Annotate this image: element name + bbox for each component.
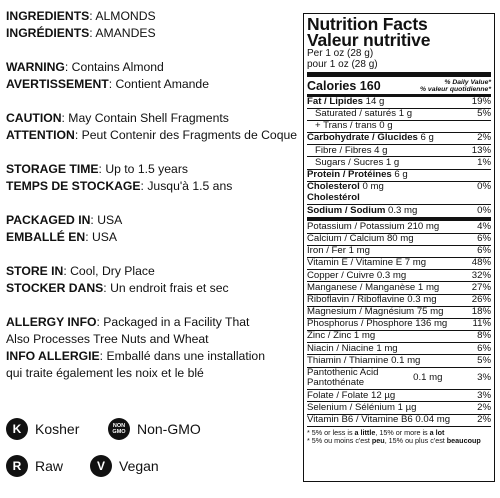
mineral-rows: [307, 221, 491, 425]
nutrient-row: [307, 120, 491, 132]
kosher-icon: K: [6, 418, 28, 440]
mineral-row: [307, 306, 491, 318]
nutrient-row: [307, 97, 491, 108]
kosher-badge: [6, 418, 79, 440]
mineral-label: Calcium / Calcium 80 mg: [307, 232, 414, 244]
mineral-label: Manganese / Manganèse 1 mg: [307, 281, 440, 293]
nutrient-row: [307, 169, 491, 181]
calories-row: Calories 160 % Daily Value* % valeur quotidienne*: [307, 79, 491, 93]
nutrient-label: Cholestérol: [307, 192, 360, 204]
raw-label: Raw: [35, 458, 64, 474]
nutrient-row: [307, 108, 491, 120]
mineral-label: Copper / Cuivre 0.3 mg: [307, 269, 407, 281]
allergy-info-fr: INFO ALLERGIE: Emballé dans une installation: [6, 349, 265, 363]
nutrient-rows: [307, 97, 491, 217]
mineral-label: Selenium / Sélénium 1 µg: [307, 401, 417, 413]
nutrient-row: [307, 181, 491, 193]
mineral-row: [307, 281, 491, 293]
store-in-en: STORE IN: Cool, Dry Place: [6, 264, 155, 278]
mineral-label: Zinc / Zinc 1 mg: [307, 330, 376, 342]
store-in-fr: STOCKER DANS: Un endroit frais et sec: [6, 281, 229, 295]
warning-en: WARNING: Contains Almond: [6, 60, 164, 74]
nutrient-dv: 19%: [471, 95, 491, 107]
storage-time-fr: TEMPS DE STOCKAGE: Jusqu'à 1.5 ans: [6, 179, 233, 193]
product-info-column: [6, 8, 302, 382]
raw-icon: R: [6, 455, 28, 477]
non-gmo-badge: [108, 418, 201, 440]
mineral-dv: 11%: [472, 318, 491, 330]
mineral-label: Riboflavin / Riboflavine 0.3 mg: [307, 293, 437, 305]
footnote: [307, 426, 491, 445]
mineral-row: [307, 367, 491, 390]
mineral-dv: 26%: [471, 293, 491, 305]
mineral-row: [307, 257, 491, 269]
mineral-dv: 4%: [477, 220, 491, 232]
mineral-row: [307, 389, 491, 401]
nutrient-label: Sodium / Sodium 0.3 mg: [307, 204, 418, 216]
warning-fr: AVERTISSEMENT: Contient Amande: [6, 77, 209, 91]
mineral-row: [307, 401, 491, 413]
nutrient-dv: 0%: [477, 181, 491, 193]
mineral-label: Vitamin B6 / Vitamine B6 0.04 mg: [307, 413, 451, 425]
mineral-row: [307, 221, 491, 232]
mineral-row: [307, 330, 491, 342]
serving-size-en: Per 1 oz (28 g): [307, 48, 374, 59]
non-gmo-label: Non-GMO: [137, 421, 201, 437]
nutrient-row: [307, 156, 491, 168]
nutrient-row: [307, 204, 491, 216]
caution-fr: ATTENTION: Peut Contenir des Fragments de Coque: [6, 128, 298, 142]
vegan-icon: V: [90, 455, 112, 477]
divider-thick: [307, 72, 491, 77]
serving-size-fr: pour 1 oz (28 g): [307, 59, 378, 70]
mineral-label: Thiamin / Thiamine 0.1 mg: [307, 354, 421, 366]
mineral-row: [307, 354, 491, 366]
mineral-dv: 8%: [477, 330, 491, 342]
mineral-amount: 0.1 mg: [413, 372, 443, 384]
mineral-row: [307, 269, 491, 281]
mineral-dv: 5%: [477, 354, 491, 366]
mineral-label: Vitamin E / Vitamine E 7 mg: [307, 257, 427, 269]
nutrient-dv: 5%: [477, 108, 491, 120]
ingredients-en: INGREDIENTS: ALMONDS: [6, 9, 156, 23]
nutrient-label: Carbohydrate / Glucides 6 g: [307, 132, 434, 144]
vegan-badge: [90, 455, 159, 477]
mineral-row: [307, 318, 491, 330]
nutrient-label: Cholesterol 0 mg: [307, 181, 384, 193]
mineral-dv: 48%: [471, 257, 491, 269]
mineral-row: [307, 233, 491, 245]
mineral-dv: 3%: [477, 389, 491, 401]
nutrition-facts-panel: [303, 13, 495, 482]
mineral-dv: 2%: [477, 401, 491, 413]
nutrient-row: [307, 132, 491, 144]
mineral-dv: 3%: [477, 372, 491, 384]
footnote-en: * 5% or less is a little, 15% or more is a lot: [307, 427, 445, 437]
allergy-info-fr-2: qui traite également les noix et le blé: [6, 366, 204, 380]
nutrient-dv: 1%: [477, 156, 491, 168]
nutrient-label: Sugars / Sucres 1 g: [315, 156, 400, 168]
storage-time-en: STORAGE TIME: Up to 1.5 years: [6, 162, 188, 176]
nutrient-dv: 13%: [471, 144, 491, 156]
mineral-label: Pantothenic Acid Pantothénate: [307, 367, 379, 389]
nutrient-dv: 2%: [477, 132, 491, 144]
nutrient-label: Saturated / saturés 1 g: [315, 108, 413, 120]
non-gmo-icon: NON GMO: [108, 418, 130, 440]
kosher-label: Kosher: [35, 421, 80, 437]
mineral-label: Magnesium / Magnésium 75 mg: [307, 306, 444, 318]
mineral-dv: 6%: [477, 245, 491, 257]
nutrient-dv: 0%: [477, 204, 491, 216]
ingredients-fr: INGRÉDIENTS: AMANDES: [6, 26, 156, 40]
mineral-row: [307, 294, 491, 306]
nutrient-label: + Trans / trans 0 g: [315, 120, 393, 132]
nutrient-row: [307, 144, 491, 156]
nutrient-label: Fibre / Fibres 4 g: [315, 144, 388, 156]
nutrition-title-fr: Valeur nutritive: [307, 30, 431, 50]
packaged-in-en: PACKAGED IN: USA: [6, 213, 123, 227]
nutrient-label: Protein / Protéines 6 g: [307, 169, 408, 181]
mineral-dv: 32%: [471, 269, 491, 281]
mineral-dv: 6%: [477, 342, 491, 354]
mineral-row: [307, 414, 491, 426]
mineral-label: Folate / Folate 12 µg: [307, 389, 396, 401]
mineral-row: [307, 245, 491, 257]
mineral-label: Niacin / Niacine 1 mg: [307, 342, 398, 354]
allergy-info-en-2: Also Processes Tree Nuts and Wheat: [6, 332, 209, 346]
vegan-label: Vegan: [119, 458, 159, 474]
mineral-label: Potassium / Potassium 210 mg: [307, 220, 440, 232]
footnote-fr: * 5% ou moins c'est peu, 15% ou plus c'est beaucoup: [307, 435, 481, 445]
mineral-dv: 2%: [477, 413, 491, 425]
nutrient-label: Fat / Lipides 14 g: [307, 95, 385, 107]
caution-en: CAUTION: May Contain Shell Fragments: [6, 111, 229, 125]
nutrient-row: [307, 193, 491, 204]
mineral-row: [307, 342, 491, 354]
allergy-info-en: ALLERGY INFO: Packaged in a Facility That: [6, 315, 250, 329]
mineral-dv: 27%: [471, 281, 491, 293]
mineral-label: Phosphorus / Phosphore 136 mg: [307, 318, 448, 330]
nutrition-title-en: Nutrition Facts: [307, 14, 428, 34]
packaged-in-fr: EMBALLÉ EN: USA: [6, 230, 118, 244]
raw-badge: [6, 455, 63, 477]
mineral-dv: 18%: [471, 306, 491, 318]
mineral-label: Iron / Fer 1 mg: [307, 245, 370, 257]
mineral-dv: 6%: [477, 232, 491, 244]
